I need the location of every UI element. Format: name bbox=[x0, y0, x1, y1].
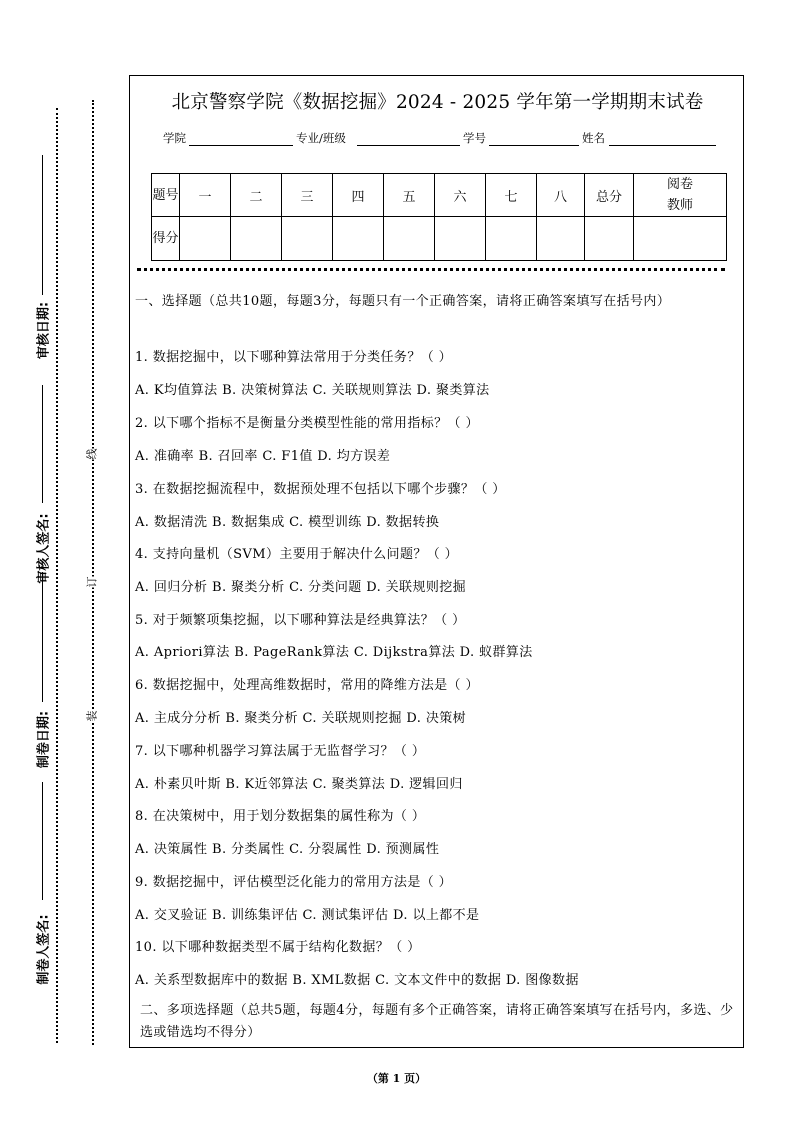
options-2: A. 准确率 B. 召回率 C. F1值 D. 均方误差 bbox=[135, 449, 391, 464]
field-student-id-input[interactable] bbox=[489, 145, 579, 146]
signature-line-paper-maker bbox=[42, 782, 43, 900]
signature-line-reviewer bbox=[42, 385, 43, 503]
col-8: 八 bbox=[537, 174, 585, 217]
page-footer: （第 1 页） bbox=[366, 1072, 427, 1085]
reviewer-signature-label: 审核人签名: bbox=[36, 513, 52, 584]
score-table bbox=[151, 173, 727, 261]
col-6: 六 bbox=[435, 174, 486, 217]
binding-dotted-line-outer bbox=[56, 108, 58, 1043]
question-2: 2. 以下哪个指标不是衡量分类模型性能的常用指标？（ ） bbox=[135, 416, 479, 431]
score-cell-7[interactable] bbox=[486, 217, 537, 261]
score-table-header-row bbox=[152, 174, 727, 217]
col-2: 二 bbox=[231, 174, 282, 217]
col-3: 三 bbox=[282, 174, 333, 217]
question-number-label: 题号 bbox=[152, 174, 180, 217]
question-8: 8. 在决策树中，用于划分数据集的属性称为（ ） bbox=[135, 809, 426, 824]
score-table-score-row bbox=[152, 217, 727, 261]
paper-maker-signature-label: 制卷人签名: bbox=[36, 914, 52, 985]
options-1: A. K均值算法 B. 决策树算法 C. 关联规则算法 D. 聚类算法 bbox=[135, 383, 490, 398]
score-cell-8[interactable] bbox=[537, 217, 585, 261]
signature-line-review-date bbox=[42, 155, 43, 295]
col-5: 五 bbox=[384, 174, 435, 217]
binding-dotted-line-inner bbox=[92, 100, 94, 1045]
question-4: 4. 支持向量机（SVM）主要用于解决什么问题？（ ） bbox=[135, 547, 459, 562]
col-total: 总分 bbox=[585, 174, 634, 217]
score-cell-total[interactable] bbox=[585, 217, 634, 261]
score-cell-5[interactable] bbox=[384, 217, 435, 261]
field-name-label: 姓名 bbox=[582, 131, 605, 145]
field-name-input[interactable] bbox=[609, 145, 716, 146]
review-date-label: 审核日期: bbox=[36, 301, 52, 360]
score-cell-2[interactable] bbox=[231, 217, 282, 261]
col-7: 七 bbox=[486, 174, 537, 217]
field-major-input[interactable] bbox=[357, 145, 460, 146]
binding-margin bbox=[0, 0, 128, 1122]
header-divider bbox=[137, 268, 725, 271]
options-3: A. 数据清洗 B. 数据集成 C. 模型训练 D. 数据转换 bbox=[135, 515, 440, 530]
paper-date-label: 制卷日期: bbox=[36, 710, 52, 769]
col-4: 四 bbox=[333, 174, 384, 217]
question-3: 3. 在数据挖掘流程中，数据预处理不包括以下哪个步骤？（ ） bbox=[135, 482, 506, 497]
options-6: A. 主成分分析 B. 聚类分析 C. 关联规则挖掘 D. 决策树 bbox=[135, 711, 467, 726]
question-5: 5. 对于频繁项集挖掘，以下哪种算法是经典算法？（ ） bbox=[135, 613, 466, 628]
score-cell-grader[interactable] bbox=[634, 217, 727, 261]
question-6: 6. 数据挖掘中，处理高维数据时，常用的降维方法是（ ） bbox=[135, 678, 479, 693]
options-7: A. 朴素贝叶斯 B. K近邻算法 C. 聚类算法 D. 逻辑回归 bbox=[135, 777, 463, 792]
cut-char-install: 装 bbox=[85, 710, 99, 722]
score-label: 得分 bbox=[152, 217, 180, 261]
options-4: A. 回归分析 B. 聚类分析 C. 分类问题 D. 关联规则挖掘 bbox=[135, 580, 467, 595]
score-cell-6[interactable] bbox=[435, 217, 486, 261]
cut-char-bind: 订 bbox=[85, 576, 99, 588]
options-5: A. Apriori算法 B. PageRank算法 C. Dijkstra算法 D. 蚁群算法 bbox=[135, 645, 533, 660]
options-8: A. 决策属性 B. 分类属性 C. 分裂属性 D. 预测属性 bbox=[135, 842, 440, 857]
field-student-id-label: 学号 bbox=[463, 131, 486, 145]
question-9: 9. 数据挖掘中，评估模型泛化能力的常用方法是（ ） bbox=[135, 875, 453, 890]
section1-heading: 一、选择题（总共10题，每题3分，每题只有一个正确答案，请将正确答案填写在括号内） bbox=[135, 294, 671, 309]
col-grader: 阅卷教师 bbox=[634, 174, 727, 217]
exam-title: 北京警察学院《数据挖掘》2024 - 2025 学年第一学期期末试卷 bbox=[171, 92, 704, 113]
question-10: 10. 以下哪种数据类型不属于结构化数据？（ ） bbox=[135, 940, 421, 955]
field-college-input[interactable] bbox=[189, 145, 293, 146]
score-cell-1[interactable] bbox=[180, 217, 231, 261]
cut-char-line: 线 bbox=[85, 448, 99, 460]
score-cell-4[interactable] bbox=[333, 217, 384, 261]
field-major-label: 专业/班级 bbox=[296, 131, 346, 145]
field-college-label: 学院 bbox=[163, 131, 186, 145]
question-7: 7. 以下哪种机器学习算法属于无监督学习？（ ） bbox=[135, 744, 426, 759]
options-9: A. 交叉验证 B. 训练集评估 C. 测试集评估 D. 以上都不是 bbox=[135, 908, 480, 923]
question-1: 1. 数据挖掘中，以下哪种算法常用于分类任务？（ ） bbox=[135, 350, 453, 365]
section2-heading: 二、多项选择题（总共5题，每题4分，每题有多个正确答案，请将正确答案填写在括号内，多选、少选或错选均不得分） bbox=[140, 1003, 734, 1040]
col-1: 一 bbox=[180, 174, 231, 217]
score-cell-3[interactable] bbox=[282, 217, 333, 261]
options-10: A. 关系型数据库中的数据 B. XML数据 C. 文本文件中的数据 D. 图像数据 bbox=[135, 973, 579, 988]
